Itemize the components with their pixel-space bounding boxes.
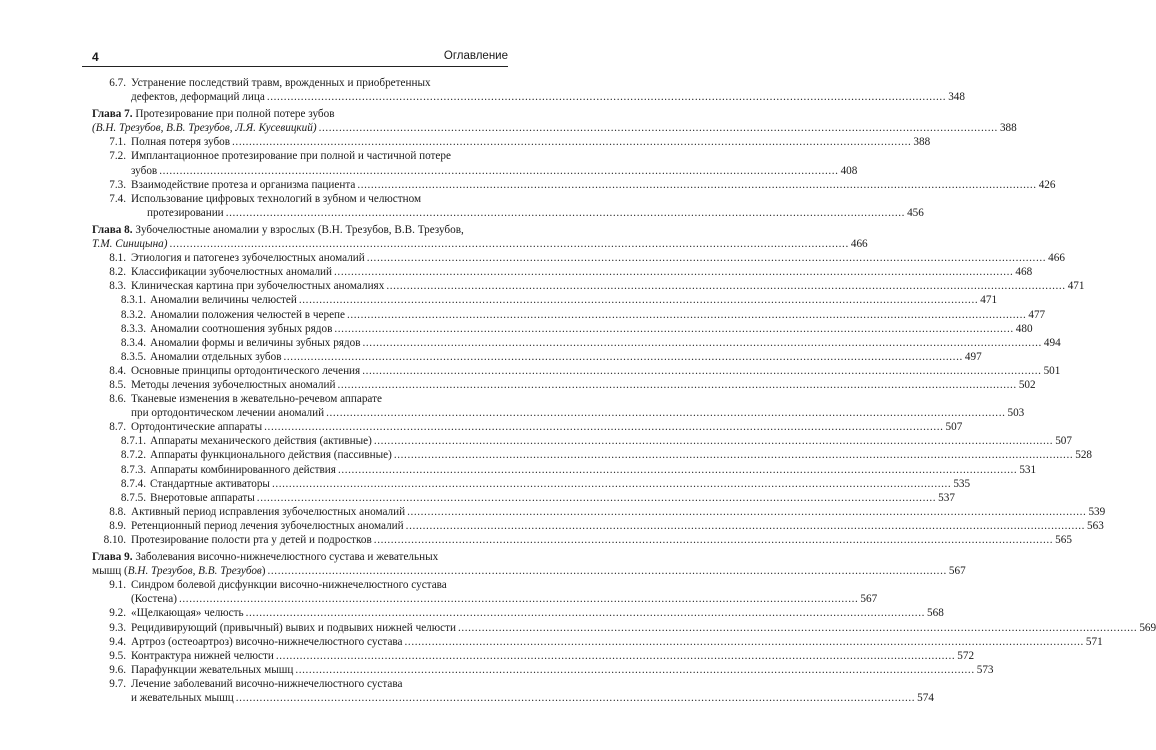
toc-entry[interactable] xyxy=(92,621,1156,635)
leader-dots xyxy=(326,406,1005,420)
toc-entry[interactable] xyxy=(92,265,1033,279)
toc-subentry[interactable] xyxy=(92,463,1037,477)
toc-page-number: 572 xyxy=(957,649,975,662)
leader-dots xyxy=(337,378,1016,392)
toc-entry-number: 8.7.1. xyxy=(120,435,146,448)
toc-entry-line: Лечение заболеваний височно-нижнечелюстного сустава xyxy=(131,677,403,690)
toc-page-number: 571 xyxy=(1085,635,1103,648)
toc-entry-line: Аномалии положения челюстей в черепе xyxy=(150,308,345,321)
leader-dots xyxy=(169,237,848,251)
leader-dots xyxy=(284,350,963,364)
toc-entry-line: зубов xyxy=(131,164,158,177)
leader-dots xyxy=(319,121,998,135)
toc-subentry[interactable] xyxy=(92,477,971,491)
toc-entry-line: Аппараты функционального действия (пассивные) xyxy=(150,449,392,462)
toc-entry-number: 8.7.4. xyxy=(120,477,146,490)
leader-dots xyxy=(264,420,943,434)
toc-entry[interactable] xyxy=(92,392,1025,420)
toc-entry-number: 8.5. xyxy=(109,378,126,391)
toc-entry-line: при ортодонтическом лечении аномалий xyxy=(131,407,325,420)
toc-entry-line: протезировании xyxy=(147,206,224,219)
toc-entry-line: Устранение последствий травм, врожденных и приобретенных xyxy=(131,77,431,89)
running-title: Оглавление xyxy=(443,50,508,62)
toc-entry-line: (Костена) xyxy=(131,593,178,606)
toc-page-number: 348 xyxy=(948,91,965,104)
toc-entry-line: Аппараты комбинированного действия xyxy=(150,463,336,476)
toc-entry-line: Этиология и патогенез зубочелюстных аномалий xyxy=(131,252,365,265)
toc-page-number: 497 xyxy=(964,350,982,363)
toc-entry-number: 8.3.5. xyxy=(120,350,146,363)
toc-entry[interactable] xyxy=(92,677,934,705)
toc-entry[interactable] xyxy=(92,420,963,434)
toc-entry-line: Ретенционный период лечения зубочелюстных аномалий xyxy=(131,519,404,532)
toc-entry-number: 8.3.4. xyxy=(120,336,146,349)
toc-entry-line: Аномалии соотношения зубных рядов xyxy=(150,322,333,335)
toc-entry-line: Аномалии величины челюстей xyxy=(150,294,297,307)
toc-entry-number: 7.4. xyxy=(109,192,126,205)
leader-dots xyxy=(334,265,1013,279)
toc-entry-number: 9.5. xyxy=(109,649,126,662)
toc-entry-line: «Щелкающая» челюсть xyxy=(131,607,244,620)
toc-entry[interactable] xyxy=(92,606,944,620)
toc-entry-number: 8.7. xyxy=(109,421,126,434)
toc-entry-line: Аппараты механического действия (активные) xyxy=(150,435,372,448)
page-number: 4 xyxy=(92,50,99,64)
toc-entry-number: 9.4. xyxy=(109,635,126,648)
toc-entry[interactable] xyxy=(92,378,1036,392)
chapter-label: Глава 8. xyxy=(92,223,133,236)
toc-entry-number: 8.6. xyxy=(109,393,126,406)
toc-entry-line: Синдром болевой дисфункции височно-нижнечелюстного сустава xyxy=(131,579,447,592)
leader-dots xyxy=(232,135,911,149)
toc-page-number: 494 xyxy=(1043,336,1061,349)
leader-dots xyxy=(272,477,951,491)
toc-entry-number: 6.7. xyxy=(109,77,126,89)
toc-page-number: 466 xyxy=(850,238,868,251)
toc-entry-number: 7.1. xyxy=(109,136,126,149)
toc-subentry[interactable] xyxy=(92,350,982,364)
toc-entry-number: 8.8. xyxy=(109,505,126,518)
running-header xyxy=(82,48,508,66)
toc-page-number: 563 xyxy=(1087,519,1104,532)
toc-page-number: 503 xyxy=(1007,407,1025,420)
toc-entry-number: 8.3.1. xyxy=(120,294,146,307)
chapter-authors: Т.М. Синицына) xyxy=(92,238,168,251)
toc-page-number: 471 xyxy=(980,294,998,307)
toc-page-number: 477 xyxy=(1028,308,1046,321)
toc-entry-number: 9.3. xyxy=(109,621,126,634)
toc-page-number: 388 xyxy=(999,122,1017,135)
toc-entry[interactable] xyxy=(92,533,1072,547)
leader-dots xyxy=(367,251,1046,265)
toc-entry-line: Стандартные активаторы xyxy=(150,477,270,490)
toc-page-number: 471 xyxy=(1067,280,1085,293)
toc-entry[interactable] xyxy=(92,76,965,104)
toc-entry-line: Парафункции жевательных мышц xyxy=(131,663,294,676)
toc-entry-number: 8.1. xyxy=(109,252,126,265)
toc-page-number: 501 xyxy=(1043,364,1061,377)
toc-entry[interactable] xyxy=(92,663,994,677)
toc-entry-line: Методы лечения зубочелюстных аномалий xyxy=(131,378,336,391)
toc-page-number: 567 xyxy=(948,565,966,578)
leader-dots xyxy=(458,621,1137,635)
toc-entry[interactable] xyxy=(92,192,924,220)
toc-page-number: 537 xyxy=(938,491,955,504)
toc-entry-line: Взаимодействие протеза и организма пациента xyxy=(131,178,356,191)
toc-page-number: 573 xyxy=(976,663,994,676)
toc-entry-number: 9.1. xyxy=(109,579,126,592)
toc-entry[interactable] xyxy=(92,251,1065,265)
toc-entry[interactable] xyxy=(92,135,931,149)
toc-subentry[interactable] xyxy=(92,491,955,505)
table-of-contents xyxy=(92,76,1156,705)
toc-page-number: 535 xyxy=(953,477,971,490)
toc-entry-line: Внеротовые аппараты xyxy=(150,491,255,504)
toc-entry-number: 8.3. xyxy=(109,280,126,293)
leader-dots xyxy=(257,491,936,505)
toc-page-number: 408 xyxy=(840,164,858,177)
toc-entry-line: Заболевания височно-нижнечелюстного сустава и жевательных xyxy=(135,551,439,564)
leader-dots xyxy=(405,635,1084,649)
toc-entry-line: Имплантационное протезирование при полной и частичной потере xyxy=(131,150,451,163)
toc-entry-line: Активный период исправления зубочелюстных аномалий xyxy=(131,505,406,518)
toc-entry-line: Рецидивирующий (привычный) вывих и подвывих нижней челюсти xyxy=(131,621,456,634)
toc-entry[interactable] xyxy=(92,635,1103,649)
leader-dots xyxy=(363,336,1042,350)
toc-page-number: 507 xyxy=(945,421,963,434)
leader-dots xyxy=(386,279,1065,293)
leader-dots xyxy=(295,663,974,677)
toc-entry[interactable] xyxy=(92,178,1056,192)
toc-entry-number: 8.9. xyxy=(109,519,126,532)
leader-dots xyxy=(338,463,1017,477)
leader-dots xyxy=(357,178,1036,192)
toc-entry-number: 8.2. xyxy=(109,266,126,279)
toc-entry[interactable] xyxy=(92,578,878,606)
toc-entry-number: 8.4. xyxy=(109,364,126,377)
toc-chapter[interactable] xyxy=(92,550,966,578)
toc-subentry[interactable] xyxy=(92,308,1046,322)
toc-entry-number: 8.3.3. xyxy=(120,322,146,335)
chapter-authors: (В.Н. Трезубов, В.В. Трезубов, Л.Я. Кусевицкий) xyxy=(92,122,317,135)
toc-page-number: 466 xyxy=(1048,252,1065,265)
toc-chapter[interactable] xyxy=(92,223,868,251)
toc-entry[interactable] xyxy=(92,505,1106,519)
chapter-authors: мышц (В.Н. Трезубов, В.В. Трезубов) xyxy=(92,565,266,578)
toc-page-number: 568 xyxy=(927,607,944,620)
toc-entry-line: Контрактура нижней челюсти xyxy=(131,649,274,662)
toc-entry-line: Протезирование при полной потере зубов xyxy=(135,108,335,121)
toc-entry-number: 8.7.5. xyxy=(120,491,146,504)
leader-dots xyxy=(299,293,978,307)
leader-dots xyxy=(159,164,838,178)
toc-entry-line: Аномалии формы и величины зубных рядов xyxy=(150,336,361,349)
toc-entry[interactable] xyxy=(92,364,1061,378)
leader-dots xyxy=(268,564,947,578)
toc-entry-number: 7.2. xyxy=(109,150,126,163)
toc-entry-number: 8.7.2. xyxy=(120,449,146,462)
toc-page-number: 569 xyxy=(1139,621,1156,634)
toc-entry-line: Артроз (остеоартроз) височно-нижнечелюстного сустава xyxy=(131,635,403,648)
toc-entry[interactable] xyxy=(92,649,975,663)
toc-entry-line: и жевательных мышц xyxy=(131,692,234,705)
toc-entry-line: Использование цифровых технологий в зубном и челюстном xyxy=(131,192,422,205)
leader-dots xyxy=(406,519,1085,533)
toc-page-number: 426 xyxy=(1038,178,1056,191)
toc-page-number: 567 xyxy=(860,593,878,606)
toc-entry-line: Протезирование полости рта у детей и подростков xyxy=(131,534,372,546)
toc-entry[interactable] xyxy=(92,519,1104,533)
toc-entry-line: Аномалии отдельных зубов xyxy=(150,350,282,363)
leader-dots xyxy=(407,505,1086,519)
leader-dots xyxy=(226,206,905,220)
toc-entry-number: 9.2. xyxy=(109,607,126,620)
toc-entry-number: 8.3.2. xyxy=(120,308,146,321)
leader-dots xyxy=(362,364,1041,378)
toc-page-number: 507 xyxy=(1055,435,1072,448)
toc-entry-line: Зубочелюстные аномалии у взрослых (В.Н. Трезубов, В.В. Трезубов, xyxy=(135,223,464,236)
toc-page-number: 528 xyxy=(1075,449,1093,462)
toc-entry-line: Ортодонтические аппараты xyxy=(131,421,263,434)
chapter-label: Глава 7. xyxy=(92,108,133,121)
chapter-label: Глава 9. xyxy=(92,551,133,564)
toc-chapter[interactable] xyxy=(92,107,1017,135)
toc-page-number: 539 xyxy=(1088,505,1106,518)
toc-page-number: 480 xyxy=(1015,322,1033,335)
leader-dots xyxy=(394,448,1073,462)
leader-dots xyxy=(347,308,1026,322)
leader-dots xyxy=(276,649,955,663)
toc-subentry[interactable] xyxy=(92,434,1072,448)
toc-entry-line: Клиническая картина при зубочелюстных аномалиях xyxy=(131,280,385,293)
toc-entry-line: Основные принципы ортодонтического лечения xyxy=(131,364,361,377)
toc-page-number: 531 xyxy=(1019,463,1037,476)
toc-entry[interactable] xyxy=(92,149,858,177)
leader-dots xyxy=(374,533,1053,547)
toc-entry-number: 8.7.3. xyxy=(120,463,146,476)
toc-subentry[interactable] xyxy=(92,448,1093,462)
toc-subentry[interactable] xyxy=(92,336,1061,350)
toc-page-number: 388 xyxy=(913,136,931,149)
header-rule xyxy=(82,66,508,67)
toc-entry-line: дефектов, деформаций лица xyxy=(131,91,265,104)
toc-entry-number: 8.10. xyxy=(103,534,126,546)
toc-page-number: 456 xyxy=(907,206,924,219)
toc-page-number: 565 xyxy=(1055,534,1072,546)
toc-entry-number: 9.6. xyxy=(109,663,126,676)
toc-page-number: 468 xyxy=(1015,266,1033,279)
leader-dots xyxy=(267,90,946,104)
toc-entry-number: 7.3. xyxy=(109,178,126,191)
leader-dots xyxy=(334,322,1013,336)
toc-page-number: 574 xyxy=(917,692,934,705)
toc-entry[interactable] xyxy=(92,279,1085,293)
leader-dots xyxy=(179,592,858,606)
toc-entry-line: Полная потеря зубов xyxy=(131,136,231,149)
leader-dots xyxy=(374,434,1053,448)
leader-dots xyxy=(246,606,925,620)
toc-subentry[interactable] xyxy=(92,293,998,307)
toc-entry-line: Классификации зубочелюстных аномалий xyxy=(131,266,333,279)
toc-page-number: 502 xyxy=(1018,378,1036,391)
toc-entry-number: 9.7. xyxy=(109,677,126,690)
leader-dots xyxy=(236,691,915,705)
toc-entry-line: Тканевые изменения в жевательно-речевом аппарате xyxy=(131,393,382,406)
toc-subentry[interactable] xyxy=(92,322,1033,336)
